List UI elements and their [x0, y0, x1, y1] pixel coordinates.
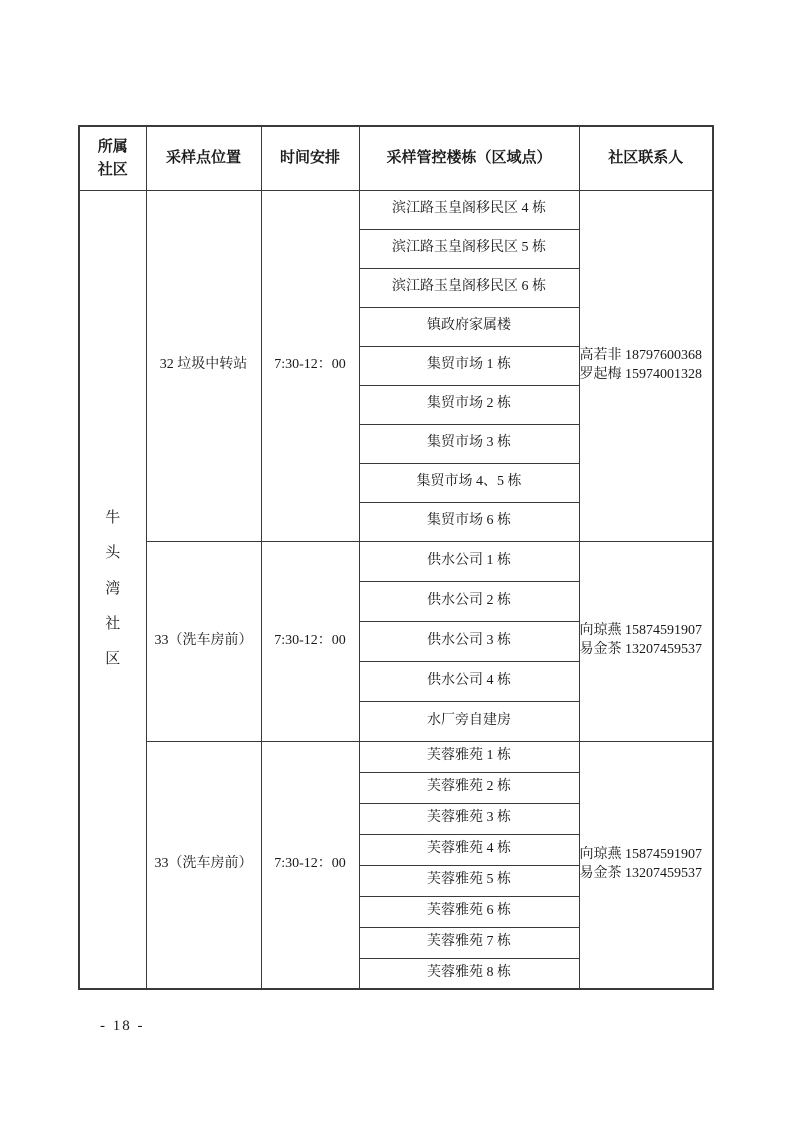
contact-line: 罗起梅 15974001328 [579, 366, 702, 382]
contact-cell [579, 541, 713, 741]
community-cell [79, 190, 146, 989]
building-cell: 滨江路玉皇阁移民区 5 栋 [359, 229, 579, 268]
building-cell: 芙蓉雅苑 4 栋 [359, 834, 579, 865]
header-community [79, 126, 146, 190]
building-cell: 集贸市场 3 栋 [359, 424, 579, 463]
building-cell: 芙蓉雅苑 8 栋 [359, 958, 579, 989]
building-cell: 供水公司 2 栋 [359, 581, 579, 621]
header-contact: 社区联系人 [579, 126, 713, 190]
contact-line: 向琼燕 15874591907 [579, 846, 702, 862]
location-cell: 32 垃圾中转站 [146, 190, 261, 541]
building-cell: 芙蓉雅苑 5 栋 [359, 865, 579, 896]
header-community-label: 所属社区 [97, 138, 128, 179]
table-row [79, 541, 713, 581]
table-row [79, 190, 713, 229]
page-number: - 18 - [100, 1018, 145, 1034]
table-row [79, 741, 713, 772]
contact-cell [579, 741, 713, 989]
building-cell: 水厂旁自建房 [359, 701, 579, 741]
contact-cell [579, 190, 713, 541]
contact-line: 高若非 18797600368 [579, 347, 702, 363]
sampling-table [78, 125, 714, 990]
building-cell: 供水公司 3 栋 [359, 621, 579, 661]
time-cell: 7:30-12：00 [261, 190, 359, 541]
location-cell: 33（洗车房前） [146, 741, 261, 989]
community-vertical-label: 牛头湾社区 [105, 510, 121, 668]
contact-line: 易金茶 13207459537 [579, 865, 702, 881]
building-cell: 滨江路玉皇阁移民区 6 栋 [359, 268, 579, 307]
table-header-row [79, 126, 713, 190]
header-location: 采样点位置 [146, 126, 261, 190]
building-cell: 滨江路玉皇阁移民区 4 栋 [359, 190, 579, 229]
building-cell: 芙蓉雅苑 1 栋 [359, 741, 579, 772]
contact-line: 向琼燕 15874591907 [579, 623, 702, 639]
header-buildings: 采样管控楼栋（区域点） [359, 126, 579, 190]
building-cell: 集贸市场 4、5 栋 [359, 463, 579, 502]
building-cell: 供水公司 1 栋 [359, 541, 579, 581]
time-cell: 7:30-12：00 [261, 541, 359, 741]
building-cell: 芙蓉雅苑 2 栋 [359, 772, 579, 803]
contact-line: 易金茶 13207459537 [579, 642, 702, 657]
building-cell: 镇政府家属楼 [359, 307, 579, 346]
time-cell: 7:30-12：00 [261, 741, 359, 989]
building-cell: 集贸市场 6 栋 [359, 502, 579, 541]
building-cell: 集贸市场 1 栋 [359, 346, 579, 385]
header-time: 时间安排 [261, 126, 359, 190]
building-cell: 芙蓉雅苑 7 栋 [359, 927, 579, 958]
building-cell: 芙蓉雅苑 6 栋 [359, 896, 579, 927]
building-cell: 集贸市场 2 栋 [359, 385, 579, 424]
building-cell: 芙蓉雅苑 3 栋 [359, 803, 579, 834]
building-cell: 供水公司 4 栋 [359, 661, 579, 701]
location-cell: 33（洗车房前） [146, 541, 261, 741]
